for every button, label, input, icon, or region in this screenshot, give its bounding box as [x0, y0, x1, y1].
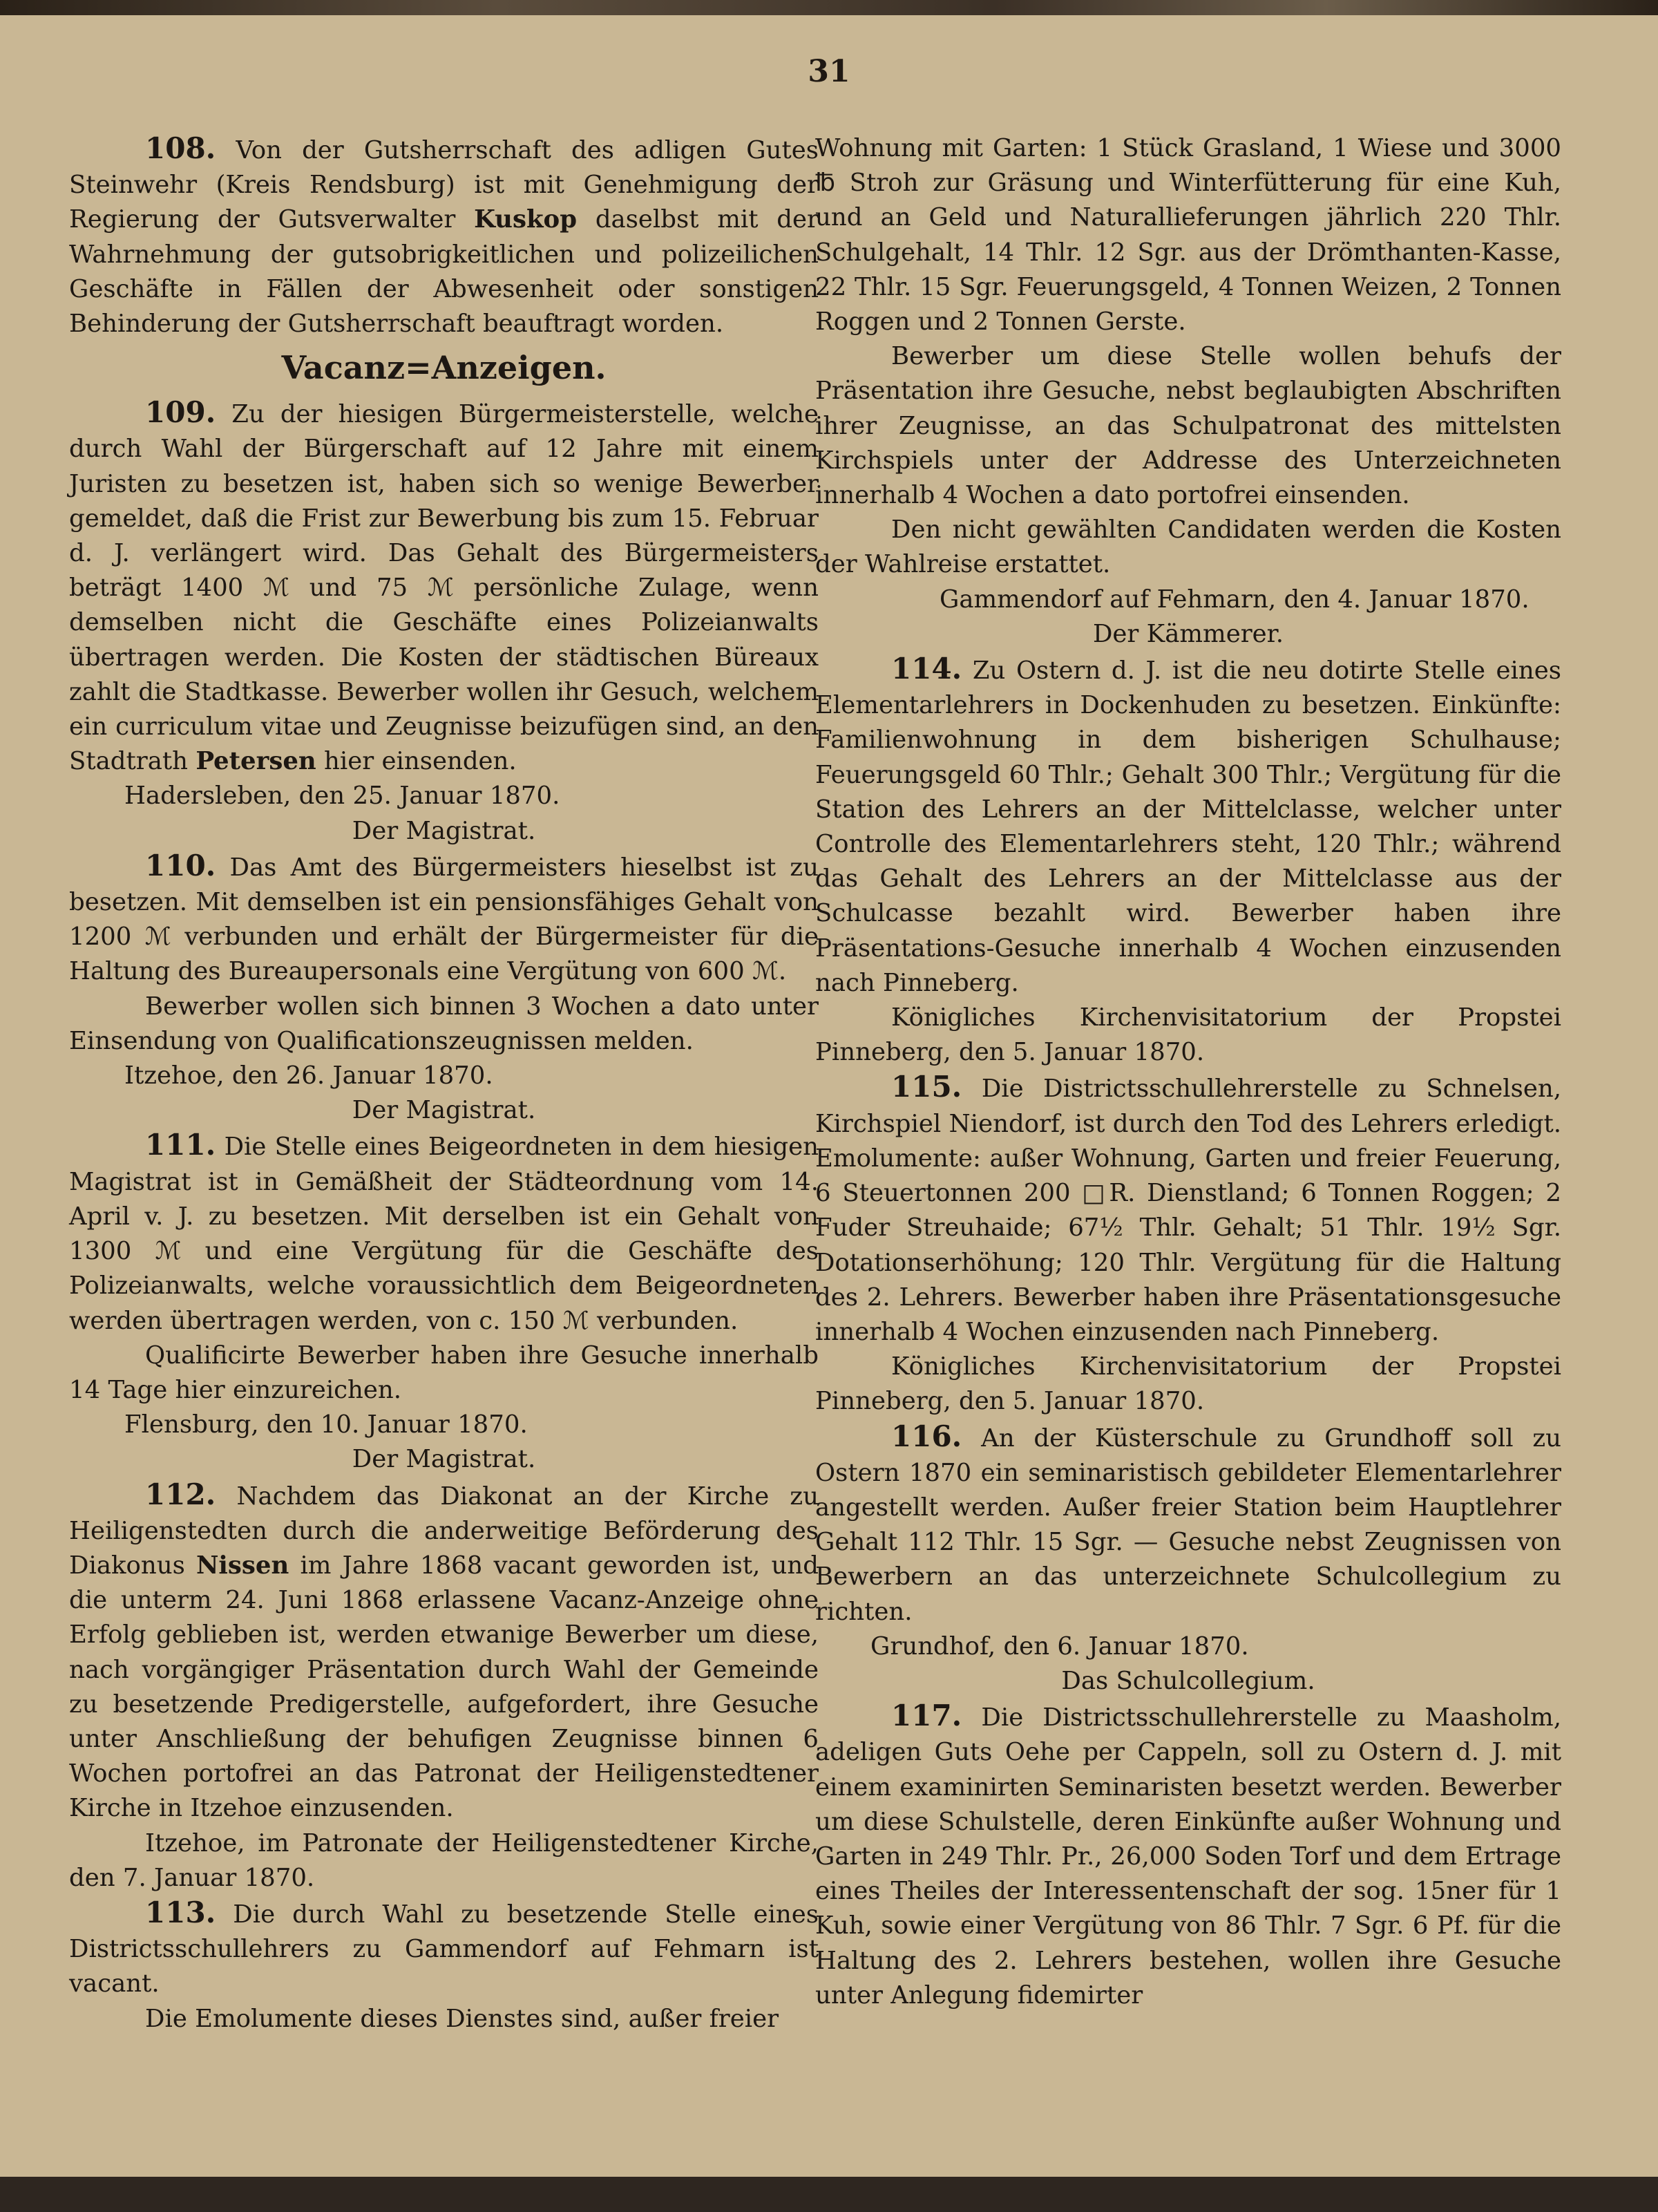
page-top-edge [0, 0, 1658, 15]
notice-number: 116. [891, 1419, 962, 1453]
place-date: Grundhof, den 6. Januar 1870. [870, 1632, 1249, 1661]
notice-110 [69, 849, 819, 990]
place-date: Königliches Kirchenvisitatorium der Propstei Pinneberg, den 5. Januar 1870. [815, 1003, 1561, 1067]
notice-text: Die Districtsschullehrerstelle zu Maasholm, adeligen Guts Oehe per Cappeln, soll zu Ostern d. J. mit einem examinirten Seminaristen besetzt werden. Bewerber um diese Schulstelle, deren Einkünfte außer Wohnung und Garten in 249 Thlr. Pr., 26,000 Soden Torf und dem Ertrage eines Theiles der Interessentenschaft der sog. 15ner für 1 Kuh, sowie einer Vergütung von 86 Thlr. 7 Sgr. 6 Pf. für die Haltung des 2. Lehrers bestehen, wollen ihre Gesuche unter Anlegung fidemirter [815, 1703, 1561, 2010]
notice-text: Zu Ostern d. J. ist die neu dotirte Stelle eines Elementarlehrers in Dockenhuden zu besetzen. Einkünfte: Familienwohnung in dem bisherigen Schulhause; Feuerungsgeld 60 Thlr.; Gehalt 300 Thlr.; Vergütung für die Station des Lehrers an der Mittelclasse, welcher unter Controlle des Elementarlehrers steht, 120 Thlr.; während das Gehalt des Lehrers an der Mittelclasse aus der Schulcasse bezahlt wird. Bewerber haben ihre Präsentations-Gesuche innerhalb 4 Wochen einzusenden nach Pinneberg. [815, 656, 1561, 997]
notice-108 [69, 131, 819, 341]
signature: Das Schulcollegium. [1061, 1666, 1315, 1695]
notice-number: 108. [145, 131, 216, 165]
notice-text: Von der Gutsherrschaft des adligen Gutes Steinwehr (Kreis Rendsburg) ist mit Genehmigung der Regierung der Gutsverwalter [69, 136, 819, 234]
person-name: Petersen [196, 747, 316, 776]
notice-number: 115. [891, 1070, 962, 1104]
notice-number: 113. [145, 1895, 216, 1929]
notice-114 [815, 652, 1561, 1001]
notice-text: Zu der hiesigen Bürgermeisterstelle, welche durch Wahl der Bürgerschaft auf 12 Jahre mit einem Juristen zu besetzen ist, haben sich so wenige Bewerber gemeldet, daß die Frist zur Bewerbung bis zum 15. Februar d. J. verlängert wird. Das Gehalt des Bürgermeisters beträgt 1400 ℳ und 75 ℳ persönliche Zulage, wenn demselben nicht die Geschäfte eines Polizeianwalts übertragen werden. Die Kosten der städtischen Büreaux zahlt die Stadtkasse. Bewerber wollen ihr Gesuch, welchem ein curriculum vitae und Zeugnisse beizufügen sind, an den Stadtrath [69, 400, 819, 776]
signature: Der Magistrat. [352, 816, 536, 845]
notice-text: Den nicht gewählten Candidaten werden die Kosten der Wahlreise erstattet. [815, 516, 1561, 579]
place-date: Hadersleben, den 25. Januar 1870. [124, 782, 560, 811]
notice-text: Das Amt des Bürgermeisters hieselbst ist zu besetzen. Mit demselben ist ein pensionsfähiges Gehalt von 1200 ℳ verbunden und erhält der Bürgermeister für die Haltung des Bureaupersonals eine Vergütung von 600 ℳ. [69, 853, 819, 986]
notice-text: Die durch Wahl zu besetzende Stelle eines Districtsschullehrers zu Gammendorf auf Fehmarn ist vacant. [69, 1900, 819, 1998]
notice-text: Die Stelle eines Beigeordneten in dem hiesigen Magistrat ist in Gemäßheit der Städteordnung vom 14. April v. J. zu besetzen. Mit derselben ist ein Gehalt von 1300 ℳ und eine Vergütung für die Geschäfte des Polizeianwalts, welche voraussichtlich dem Beigeordneten werden übertragen werden, von c. 150 ℳ verbunden. [69, 1133, 819, 1335]
notice-number: 117. [891, 1699, 962, 1733]
signature: Der Magistrat. [352, 1096, 536, 1125]
notice-111 [69, 1128, 819, 1338]
notice-text: An der Küsterschule zu Grundhoff soll zu Ostern 1870 ein seminaristisch gebildeter Elementarlehrer angestellt werden. Außer freier Station beim Hauptlehrer Gehalt 112 Thlr. 15 Sgr. — Gesuche nebst Zeugnissen von Bewerbern an das unterzeichnete Schulcollegium zu richten. [815, 1424, 1561, 1626]
notice-number: 114. [891, 652, 962, 686]
person-name: Nissen [196, 1551, 289, 1580]
left-column [69, 131, 819, 2036]
notice-text: Die Emolumente dieses Dienstes sind, außer freier [145, 2004, 779, 2033]
page-number: 31 [808, 54, 850, 89]
notice-text: Nachdem das Diakonat an der Kirche zu Heiligenstedten durch die anderweitige Beförderung des Diakonus [69, 1482, 819, 1580]
place-date: Itzehoe, den 26. Januar 1870. [124, 1061, 493, 1090]
notice-113 [69, 1896, 819, 2002]
notice-text: Bewerber um diese Stelle wollen behufs der Präsentation ihre Gesuche, nebst beglaubigten Abschriften ihrer Zeugnisse, an das Schulpatronat des mittelsten Kirchspiels unter der Addresse des Unterzeichneten innerhalb 4 Wochen a dato portofrei einsenden. [815, 342, 1561, 510]
right-column [815, 131, 1561, 2013]
notice-112 [69, 1477, 819, 1826]
notice-text: hier einsenden. [324, 747, 517, 776]
notice-113-continued: Wohnung mit Garten: 1 Stück Grasland, 1 Wiese und 3000 ℔ Stroh zur Gräsung und Winterfütterung für eine Kuh, und an Geld und Naturallieferungen jährlich 220 Thlr. Schulgehalt, 14 Thlr. 12 Sgr. aus der Drömthanten-Kasse, 22 Thlr. 15 Sgr. Feuerungsgeld, 4 Tonnen Weizen, 2 Tonnen Roggen und 2 Tonnen Gerste. [815, 134, 1561, 337]
person-name: Kuskop [474, 205, 578, 234]
page-bottom-edge [0, 2177, 1658, 2212]
place-date: Gammendorf auf Fehmarn, den 4. Januar 1870. [940, 585, 1530, 614]
notice-number: 109. [145, 395, 216, 430]
notice-number: 111. [145, 1128, 216, 1162]
notice-109 [69, 395, 819, 779]
place-date: Flensburg, den 10. Januar 1870. [124, 1410, 528, 1439]
signature: Der Kämmerer. [1092, 619, 1284, 648]
section-heading: Vacanz=Anzeigen. [281, 349, 607, 387]
notice-117 [815, 1699, 1561, 2013]
notice-number: 110. [145, 848, 216, 882]
notice-text: Qualificirte Bewerber haben ihre Gesuche innerhalb 14 Tage hier einzureichen. [69, 1341, 819, 1404]
notice-115 [815, 1070, 1561, 1350]
notice-text: Die Districtsschullehrerstelle zu Schnelsen, Kirchspiel Niendorf, ist durch den Tod des Lehrers erledigt. Emolumente: außer Wohnung, Garten und freier Feuerung, 6 Steuertonnen 200 □R. Dienstland; 6 Tonnen Roggen; 2 Fuder Streuhaide; 67½ Thlr. Gehalt; 51 Thlr. 19½ Sgr. Dotationserhöhung; 120 Thlr. Vergütung für die Haltung des 2. Lehrers. Bewerber haben ihre Präsentationsgesuche innerhalb 4 Wochen einzusenden nach Pinneberg. [815, 1075, 1561, 1346]
notice-text: Bewerber wollen sich binnen 3 Wochen a dato unter Einsendung von Qualificationszeugnissen melden. [69, 992, 819, 1055]
place-date: Königliches Kirchenvisitatorium der Propstei Pinneberg, den 5. Januar 1870. [815, 1352, 1561, 1416]
notice-text: daselbst mit der Wahrnehmung der gutsobrigkeitlichen und polizeilichen Geschäfte in Fällen der Abwesenheit oder sonstigen Behinderung der Gutsherrschaft beauftragt worden. [69, 205, 819, 339]
notice-text: im Jahre 1868 vacant geworden ist, und die unterm 24. Juni 1868 erlassene Vacanz-Anzeige ohne Erfolg geblieben ist, werden etwanige Bewerber um diese, nach vorgängiger Präsentation durch Wahl der Gemeinde zu besetzende Predigerstelle, aufgefordert, ihre Gesuche unter Anschließung der behufigen Zeugnisse binnen 6 Wochen portofrei an das Patronat der Heiligenstedtener Kirche in Itzehoe einzusenden. [69, 1551, 819, 1823]
signature: Der Magistrat. [352, 1445, 536, 1474]
notice-number: 112. [145, 1477, 216, 1511]
place-date: Itzehoe, im Patronate der Heiligenstedtener Kirche, den 7. Januar 1870. [69, 1828, 819, 1892]
notice-116 [815, 1419, 1561, 1629]
